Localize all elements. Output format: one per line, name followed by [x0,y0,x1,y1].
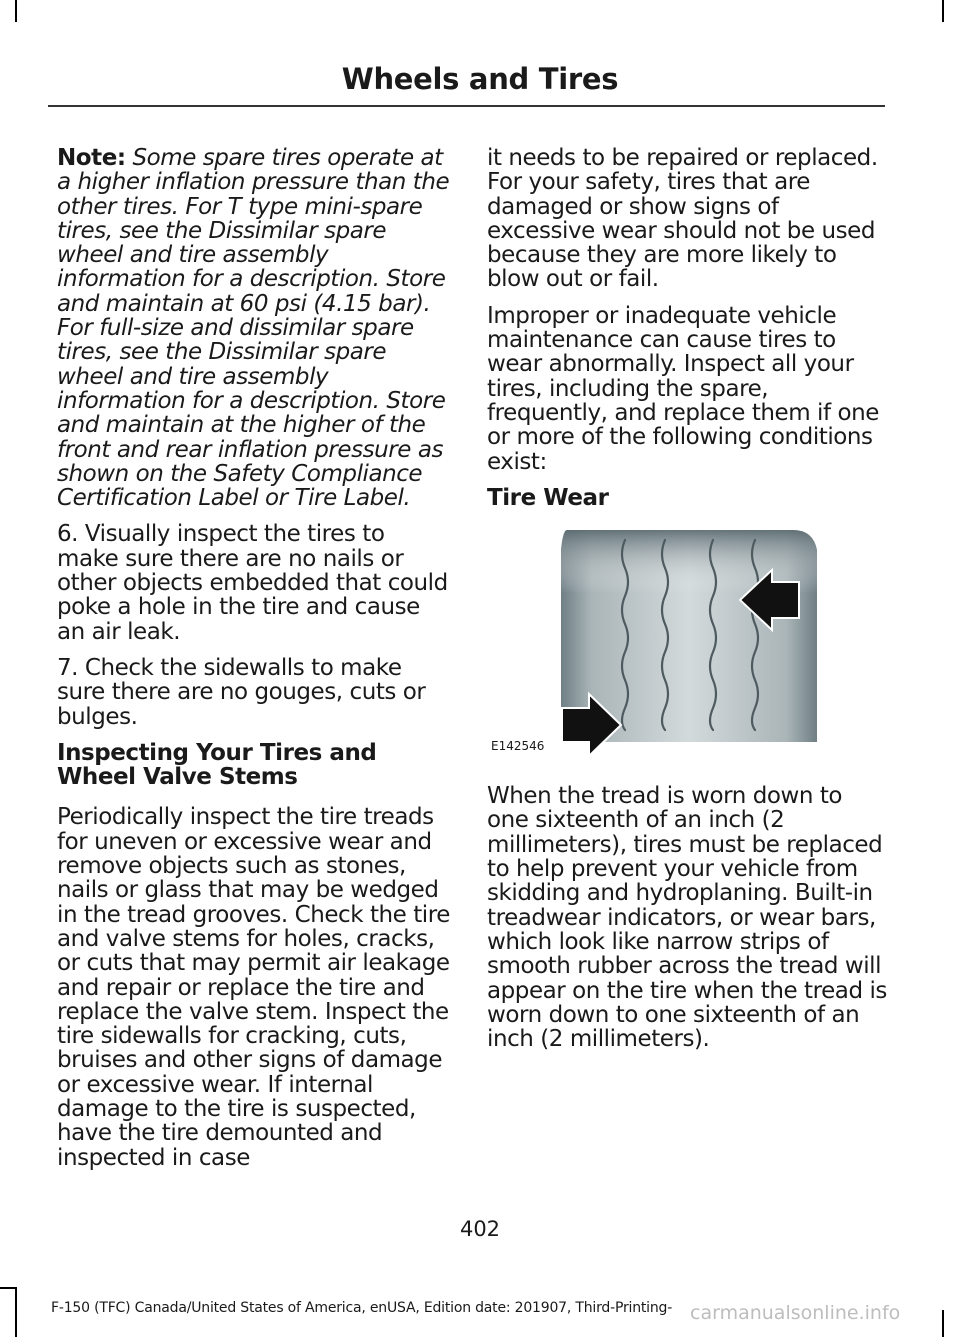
note-paragraph [57,146,452,510]
right-paragraph-1: it needs to be repaired or replaced. For your safety, tires that are damaged or show signs of excessive wear should not be used because they are more likely to blow out or fail. [487,145,878,293]
left-column [57,146,452,1182]
step-6: 6. Visually inspect the tires to make sure there are no nails or other objects embedded that could poke a hole in the tire and cause an air leak. [57,521,448,645]
section-heading-inspecting: Inspecting Your Tires and Wheel Valve Stems [57,739,377,791]
page-title: Wheels and Tires [341,62,619,96]
step-7: 7. Check the sidewalls to make sure there are no gouges, cuts or bulges. [57,654,426,730]
right-column [487,146,887,1063]
tire-tread-illustration [487,530,883,770]
crop-mark-top-right [942,0,944,22]
crop-mark-bottom-left [15,1287,17,1337]
note-label: Note: [57,145,126,171]
crop-mark-bottom-left-h [0,1287,17,1289]
footer-edition-text: F-150 (TFC) Canada/United States of America, enUSA, Edition date: 201907, Third-Printing- [51,1300,673,1316]
inspecting-paragraph: Periodically inspect the tire treads for uneven or excessive wear and remove objects such as stones, nails or glass that may be wedged in the tread grooves. Check the tire and valve stems for holes, cracks, or cuts that may permit air leakage and repair or replace the tire and replace the valve stem. Inspect the tire sidewalls for cracking, cuts, bruises and other signs of damage or excessive wear. If internal damage to the tire is suspected, have the tire demounted and inspected in case [57,804,450,1171]
right-paragraph-3: When the tread is worn down to one sixteenth of an inch (2 millimeters), tires must be replaced to help prevent your vehicle from skidding and hydroplaning. Built-in treadwear indicators, or wear bars, which look like narrow strips of smooth rubber across the tread will appear on the tire when the tread is worn down to one sixteenth of an inch (2 millimeters). [487,783,887,1053]
section-heading-tire-wear: Tire Wear [487,484,609,511]
watermark: carmanualsonline.info [690,1302,901,1324]
tire-wear-figure [487,530,883,770]
page-number: 402 [459,1217,501,1241]
crop-mark-bottom-right [942,1310,944,1337]
crop-mark-top-left [15,0,17,22]
right-paragraph-2: Improper or inadequate vehicle maintenance can cause tires to wear abnormally. Inspect all your tires, including the spare, frequently, and replace them if one or more of the following conditions exist: [487,302,879,475]
figure-code: E142546 [491,738,545,753]
note-text: Some spare tires operate at a higher inflation pressure than the other tires. For T type mini-spare tires, see the Dissimilar spare wheel and tire assembly information for a description. Store and maintain at 60 psi (4.15 bar). For full-size and dissimilar spare tires, see the Dissimilar spare wheel and tire assembly information for a description. Store and maintain at the higher of the front and rear inflation pressure as shown on the Safety Compliance Certification Label or Tire Label. [57,145,450,512]
header-divider [48,105,885,107]
